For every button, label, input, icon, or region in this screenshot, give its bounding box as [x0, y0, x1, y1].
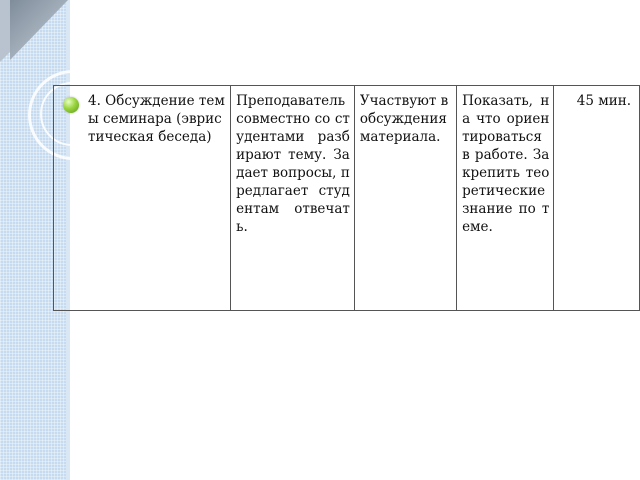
table-row [54, 86, 640, 311]
time-cell: 45 мин. [554, 86, 640, 311]
lesson-plan-table [53, 85, 640, 311]
goal-cell: Показать, на что ориентироваться в работе. Закрепить теоретические знание по теме. [457, 86, 554, 311]
stage-cell: 4. Обсуждение темы семинара (эвристическая беседа) [54, 86, 231, 311]
student-activity-cell: Участвуют в обсуждения материала. [354, 86, 456, 311]
teacher-activity-cell: Преподаватель совместно со студентами разбирают тему. Задает вопросы, предлагает студентам отвечать. [231, 86, 355, 311]
